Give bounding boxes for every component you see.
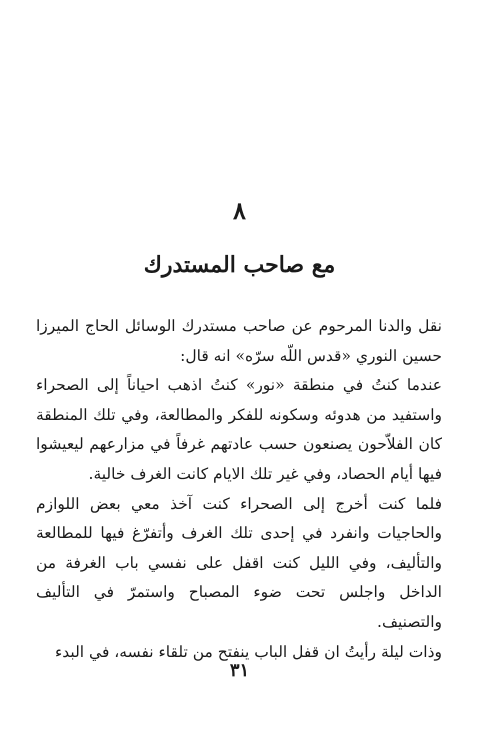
chapter-number: ٨ [233,196,246,225]
body-text [36,312,442,667]
page-number: ٣١ [229,660,250,681]
paragraph-4: وذات ليلة رأيتُ ان قفل الباب ينفتح من تلقاء نفسه، في البدء [54,642,442,661]
chapter-title: مع صاحب المستدرك [143,252,336,278]
paragraph-3: فلما كنت أخرج إلى الصحراء كنت آخذ معي بعض اللوازم والحاجيات وانفرد في إحدى تلك الغرف وأتفرّغ فيها للمطالعة والتأليف، وفي الليل كنت اقفل على نفسي باب الغرفة من الداخل واجلس تحت ضوء المصباح واستمرّ في التأليف والتصنيف. [36,494,442,631]
paragraph-2: عندما كنتُ في منطقة «نور» كنتُ اذهب احياناً إلى الصحراء واستفيد من هدوئه وسكونه للفكر والمطالعة، وفي تلك المنطقة كان الفلاّحون يصنعون حسب عادتهم غرفاً في مزارعهم ليعيشوا فيها أيام الحصاد، وفي غير تلك الايام كانت الغرف خالية. [36,376,442,483]
paragraph-1: نقل والدنا المرحوم عن صاحب مستدرك الوسائل الحاج الميرزا حسين النوري «قدس اللّه سرّه» انه قال: [36,317,442,365]
